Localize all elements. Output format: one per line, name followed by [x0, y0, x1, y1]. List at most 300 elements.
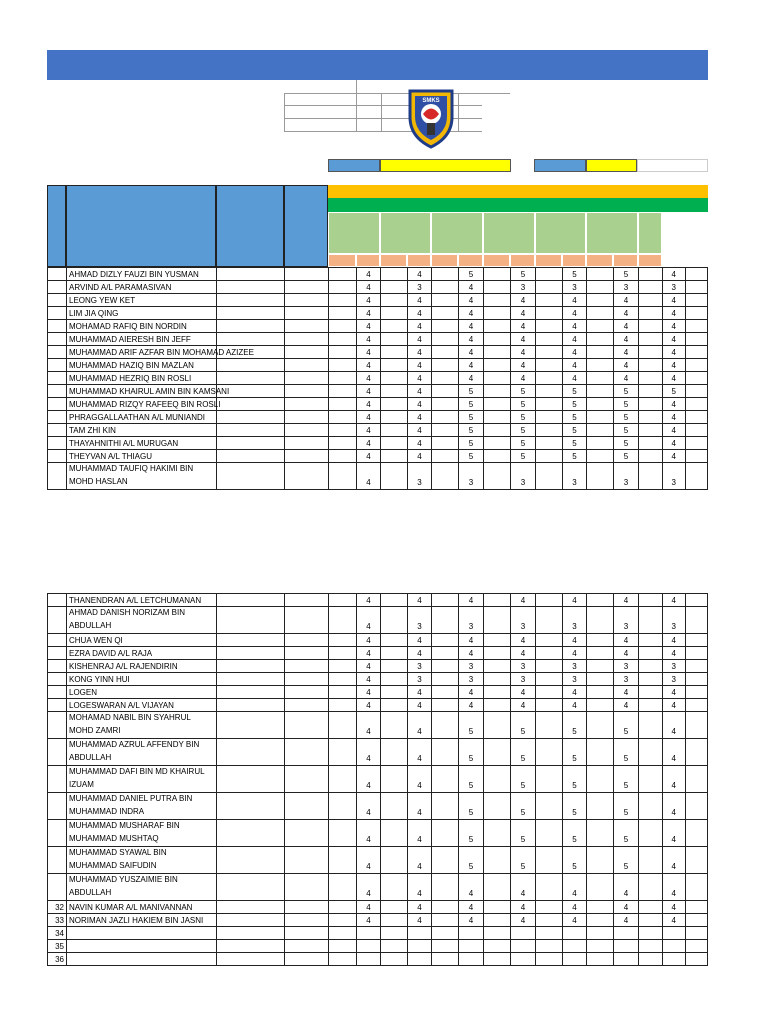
- score-cell: 4: [357, 411, 381, 424]
- score-cell: 5: [511, 385, 536, 398]
- blank-cell: [217, 739, 285, 766]
- blank-cell: [329, 847, 357, 874]
- score-cell: 4: [357, 739, 381, 766]
- header-score-subcell: [483, 254, 510, 267]
- score-cell: 5: [459, 398, 484, 411]
- score-cell: 5: [563, 712, 587, 739]
- score-cell: 5: [563, 847, 587, 874]
- blank-cell: [484, 634, 511, 647]
- blank-cell: [381, 953, 408, 966]
- row-number: [48, 686, 67, 699]
- blank-cell: [685, 268, 708, 281]
- blank-cell: [685, 699, 708, 712]
- score-cell: 4: [614, 914, 639, 927]
- score-cell: 5: [459, 268, 484, 281]
- blank-cell: [285, 281, 329, 294]
- blank-cell: [432, 424, 459, 437]
- score-cell: 3: [663, 660, 686, 673]
- blank-cell: [536, 901, 563, 914]
- row-number: [48, 660, 67, 673]
- table-row: [48, 634, 708, 647]
- student-name: MUHAMMAD ARIF AZFAR BIN MOHAMAD AZIZEE: [67, 346, 217, 359]
- score-cell: 4: [408, 294, 432, 307]
- score-cell: 4: [408, 914, 432, 927]
- score-cell: 4: [563, 914, 587, 927]
- student-name: NORIMAN JAZLI HAKIEM BIN JASNI: [67, 914, 217, 927]
- blank-cell: [381, 294, 408, 307]
- score-cell: [511, 940, 536, 953]
- blank-cell: [285, 294, 329, 307]
- blank-cell: [329, 673, 357, 686]
- blank-cell: [536, 424, 563, 437]
- score-cell: 5: [459, 712, 484, 739]
- blank-cell: [484, 647, 511, 660]
- row-number: [48, 607, 67, 634]
- score-cell: [563, 953, 587, 966]
- blank-cell: [685, 874, 708, 901]
- blank-cell: [381, 634, 408, 647]
- score-cell: 4: [614, 634, 639, 647]
- blank-cell: [685, 739, 708, 766]
- score-cell: 5: [511, 268, 536, 281]
- blank-cell: [536, 437, 563, 450]
- header-green-bar: [328, 198, 708, 212]
- blank-cell: [329, 647, 357, 660]
- row-number: [48, 307, 67, 320]
- score-cell: 4: [408, 450, 432, 463]
- score-cell: 4: [459, 307, 484, 320]
- blank-cell: [381, 847, 408, 874]
- blank-cell: [685, 320, 708, 333]
- score-cell: 5: [614, 385, 639, 398]
- score-cell: 4: [459, 372, 484, 385]
- blank-cell: [536, 372, 563, 385]
- score-cell: 5: [563, 424, 587, 437]
- blank-cell: [329, 411, 357, 424]
- blank-cell: [432, 398, 459, 411]
- score-cell: 5: [563, 385, 587, 398]
- blank-cell: [217, 940, 285, 953]
- table-row: [48, 594, 708, 607]
- score-cell: 4: [663, 294, 686, 307]
- row-number: [48, 874, 67, 901]
- blank-cell: [639, 940, 663, 953]
- table-row: [48, 320, 708, 333]
- score-cell: 4: [408, 333, 432, 346]
- blank-cell: [484, 953, 511, 966]
- blank-cell: [329, 594, 357, 607]
- score-cell: 4: [511, 294, 536, 307]
- score-cell: 5: [663, 385, 686, 398]
- blank-cell: [685, 372, 708, 385]
- blank-cell: [285, 398, 329, 411]
- blank-cell: [587, 901, 614, 914]
- blank-cell: [639, 953, 663, 966]
- blank-cell: [217, 901, 285, 914]
- blank-cell: [285, 739, 329, 766]
- blank-cell: [536, 607, 563, 634]
- score-cell: [511, 927, 536, 940]
- score-cell: 4: [663, 437, 686, 450]
- score-cell: 5: [459, 820, 484, 847]
- blank-cell: [685, 424, 708, 437]
- score-cell: 3: [563, 660, 587, 673]
- blank-cell: [536, 450, 563, 463]
- score-cell: 5: [459, 385, 484, 398]
- score-cell: [459, 927, 484, 940]
- blank-cell: [587, 594, 614, 607]
- blank-cell: [536, 594, 563, 607]
- blank-cell: [329, 793, 357, 820]
- blank-cell: [587, 607, 614, 634]
- blank-cell: [217, 673, 285, 686]
- blank-cell: [381, 346, 408, 359]
- score-cell: 3: [614, 607, 639, 634]
- blank-cell: [285, 673, 329, 686]
- blank-cell: [285, 437, 329, 450]
- score-cell: [614, 940, 639, 953]
- blank-cell: [329, 660, 357, 673]
- blank-cell: [217, 294, 285, 307]
- blank-cell: [329, 607, 357, 634]
- blank-cell: [536, 940, 563, 953]
- score-cell: 4: [459, 686, 484, 699]
- blank-cell: [587, 793, 614, 820]
- table-row: [48, 359, 708, 372]
- score-cell: 4: [614, 686, 639, 699]
- header-orange-bar: [328, 185, 708, 198]
- score-cell: 4: [563, 333, 587, 346]
- blank-cell: [285, 634, 329, 647]
- blank-cell: [685, 660, 708, 673]
- blank-cell: [217, 647, 285, 660]
- score-cell: 3: [563, 463, 587, 490]
- student-name: MOHAMAD RAFIQ BIN NORDIN: [67, 320, 217, 333]
- score-cell: 4: [357, 914, 381, 927]
- blank-cell: [639, 927, 663, 940]
- table-row: [48, 268, 708, 281]
- score-cell: 4: [563, 294, 587, 307]
- blank-cell: [685, 901, 708, 914]
- blank-cell: [432, 874, 459, 901]
- header-score-subcell: [458, 254, 483, 267]
- table-row: [48, 450, 708, 463]
- blank-cell: [484, 307, 511, 320]
- legend-blue-2: [534, 159, 586, 172]
- row-number: [48, 320, 67, 333]
- score-cell: 5: [614, 450, 639, 463]
- score-cell: 5: [511, 739, 536, 766]
- score-cell: 4: [357, 793, 381, 820]
- blank-cell: [639, 307, 663, 320]
- blank-cell: [217, 307, 285, 320]
- blank-cell: [432, 673, 459, 686]
- score-cell: 4: [614, 699, 639, 712]
- score-cell: 5: [614, 820, 639, 847]
- blank-cell: [432, 940, 459, 953]
- blank-cell: [381, 647, 408, 660]
- score-cell: 4: [408, 320, 432, 333]
- blank-cell: [285, 901, 329, 914]
- blank-cell: [536, 307, 563, 320]
- score-cell: 3: [563, 607, 587, 634]
- score-cell: 5: [459, 450, 484, 463]
- score-cell: 4: [563, 699, 587, 712]
- blank-cell: [217, 686, 285, 699]
- blank-cell: [536, 820, 563, 847]
- table-row: [48, 712, 708, 739]
- blank-cell: [285, 463, 329, 490]
- score-cell: [563, 940, 587, 953]
- score-cell: 4: [408, 372, 432, 385]
- score-cell: [357, 953, 381, 966]
- score-cell: 4: [459, 901, 484, 914]
- student-table-1: [47, 267, 708, 490]
- score-cell: 4: [357, 424, 381, 437]
- blank-cell: [285, 411, 329, 424]
- score-cell: 4: [459, 699, 484, 712]
- blank-cell: [685, 450, 708, 463]
- row-number: [48, 424, 67, 437]
- blank-cell: [329, 874, 357, 901]
- table-row: [48, 647, 708, 660]
- blank-cell: [685, 607, 708, 634]
- blank-cell: [285, 847, 329, 874]
- blank-cell: [484, 398, 511, 411]
- table-row: [48, 437, 708, 450]
- blank-cell: [217, 359, 285, 372]
- blank-cell: [587, 673, 614, 686]
- score-cell: 4: [511, 634, 536, 647]
- score-cell: 4: [408, 437, 432, 450]
- blank-cell: [381, 424, 408, 437]
- table-row: [48, 385, 708, 398]
- score-cell: 4: [357, 699, 381, 712]
- blank-cell: [484, 333, 511, 346]
- score-cell: 4: [357, 385, 381, 398]
- blank-cell: [587, 712, 614, 739]
- score-cell: 4: [357, 372, 381, 385]
- student-name: AHMAD DANISH NORIZAM BIN ABDULLAH: [67, 607, 217, 634]
- blank-cell: [432, 320, 459, 333]
- score-cell: 5: [614, 411, 639, 424]
- score-cell: 4: [408, 712, 432, 739]
- blank-cell: [217, 953, 285, 966]
- score-cell: 3: [663, 463, 686, 490]
- blank-cell: [685, 927, 708, 940]
- score-cell: 4: [614, 307, 639, 320]
- blank-cell: [685, 820, 708, 847]
- score-cell: 4: [663, 307, 686, 320]
- student-name: MUHAMMAD AIERESH BIN JEFF: [67, 333, 217, 346]
- score-cell: 5: [511, 820, 536, 847]
- score-cell: 4: [408, 874, 432, 901]
- blank-cell: [329, 398, 357, 411]
- score-cell: 5: [459, 739, 484, 766]
- blank-cell: [536, 398, 563, 411]
- blank-cell: [685, 398, 708, 411]
- score-cell: 4: [459, 874, 484, 901]
- score-cell: 5: [563, 793, 587, 820]
- blank-cell: [536, 647, 563, 660]
- score-cell: 4: [663, 634, 686, 647]
- blank-cell: [587, 847, 614, 874]
- blank-cell: [285, 268, 329, 281]
- student-name: CHUA WEN QI: [67, 634, 217, 647]
- score-cell: 4: [408, 699, 432, 712]
- blank-cell: [381, 660, 408, 673]
- blank-cell: [536, 268, 563, 281]
- blank-cell: [685, 914, 708, 927]
- blank-cell: [639, 901, 663, 914]
- blank-cell: [685, 673, 708, 686]
- score-cell: 3: [663, 607, 686, 634]
- table-row: [48, 914, 708, 927]
- blank-cell: [536, 847, 563, 874]
- blank-cell: [639, 385, 663, 398]
- blank-cell: [587, 634, 614, 647]
- blank-cell: [587, 333, 614, 346]
- blank-cell: [639, 820, 663, 847]
- blank-cell: [685, 359, 708, 372]
- header-score-group: [535, 212, 586, 254]
- score-cell: 4: [459, 647, 484, 660]
- score-cell: 4: [511, 333, 536, 346]
- blank-cell: [217, 927, 285, 940]
- row-number: [48, 647, 67, 660]
- blank-cell: [432, 901, 459, 914]
- blank-cell: [685, 307, 708, 320]
- row-number: [48, 699, 67, 712]
- blank-cell: [484, 411, 511, 424]
- score-cell: 5: [614, 766, 639, 793]
- blank-cell: [536, 914, 563, 927]
- blank-cell: [217, 594, 285, 607]
- score-cell: 4: [563, 874, 587, 901]
- student-name: MOHAMAD NABIL BIN SYAHRUL MOHD ZAMRI: [67, 712, 217, 739]
- blank-cell: [685, 281, 708, 294]
- row-number: [48, 820, 67, 847]
- score-cell: 3: [563, 673, 587, 686]
- score-cell: 4: [663, 820, 686, 847]
- blank-cell: [285, 820, 329, 847]
- blank-cell: [285, 359, 329, 372]
- table-row: [48, 307, 708, 320]
- blank-cell: [536, 874, 563, 901]
- row-number: [48, 294, 67, 307]
- row-number: [48, 281, 67, 294]
- score-cell: 5: [563, 411, 587, 424]
- score-cell: 4: [357, 268, 381, 281]
- blank-cell: [381, 359, 408, 372]
- row-number: [48, 463, 67, 490]
- score-cell: 4: [663, 712, 686, 739]
- blank-cell: [587, 424, 614, 437]
- blank-cell: [587, 307, 614, 320]
- row-number: [48, 673, 67, 686]
- score-cell: 4: [511, 874, 536, 901]
- blank-cell: [432, 914, 459, 927]
- blank-cell: [484, 359, 511, 372]
- blank-cell: [381, 914, 408, 927]
- score-cell: 4: [614, 346, 639, 359]
- score-cell: 3: [614, 660, 639, 673]
- blank-cell: [381, 820, 408, 847]
- score-cell: 4: [357, 634, 381, 647]
- row-number: [48, 437, 67, 450]
- blank-cell: [639, 281, 663, 294]
- blank-cell: [587, 953, 614, 966]
- score-cell: 4: [408, 793, 432, 820]
- blank-cell: [329, 739, 357, 766]
- blank-cell: [381, 320, 408, 333]
- student-table-2: [47, 593, 708, 966]
- blank-cell: [484, 820, 511, 847]
- blank-cell: [685, 793, 708, 820]
- blank-cell: [217, 874, 285, 901]
- blank-cell: [217, 268, 285, 281]
- score-cell: 4: [663, 398, 686, 411]
- score-cell: 5: [511, 424, 536, 437]
- blank-cell: [536, 385, 563, 398]
- blank-cell: [587, 686, 614, 699]
- score-cell: 3: [511, 673, 536, 686]
- score-cell: 4: [459, 914, 484, 927]
- score-cell: 4: [563, 307, 587, 320]
- student-name: MUHAMMAD MUSHARAF BIN MUHAMMAD MUSHTAQ: [67, 820, 217, 847]
- table-row: [48, 281, 708, 294]
- blank-cell: [484, 793, 511, 820]
- blank-cell: [217, 712, 285, 739]
- score-cell: 5: [563, 450, 587, 463]
- table-row: [48, 346, 708, 359]
- blank-cell: [639, 712, 663, 739]
- score-cell: 4: [614, 372, 639, 385]
- blank-cell: [381, 739, 408, 766]
- blank-cell: [587, 820, 614, 847]
- score-cell: 5: [459, 766, 484, 793]
- blank-cell: [536, 333, 563, 346]
- score-cell: 5: [563, 398, 587, 411]
- blank-cell: [432, 699, 459, 712]
- row-number: [48, 793, 67, 820]
- table-row: [48, 607, 708, 634]
- blank-cell: [285, 450, 329, 463]
- blank-cell: [381, 874, 408, 901]
- blank-cell: [685, 346, 708, 359]
- score-cell: 4: [357, 398, 381, 411]
- blank-cell: [381, 607, 408, 634]
- score-cell: 4: [408, 398, 432, 411]
- score-cell: 4: [663, 686, 686, 699]
- header-score-group: [380, 212, 431, 254]
- score-cell: 4: [357, 450, 381, 463]
- score-cell: 4: [663, 372, 686, 385]
- student-name: LOGEN: [67, 686, 217, 699]
- score-cell: 4: [408, 686, 432, 699]
- blank-cell: [484, 901, 511, 914]
- table-row: [48, 927, 708, 940]
- blank-cell: [536, 953, 563, 966]
- row-number: [48, 594, 67, 607]
- table-row: [48, 766, 708, 793]
- score-cell: 4: [663, 359, 686, 372]
- blank-cell: [217, 424, 285, 437]
- score-cell: [459, 940, 484, 953]
- blank-cell: [685, 647, 708, 660]
- blank-cell: [587, 699, 614, 712]
- score-cell: 3: [563, 281, 587, 294]
